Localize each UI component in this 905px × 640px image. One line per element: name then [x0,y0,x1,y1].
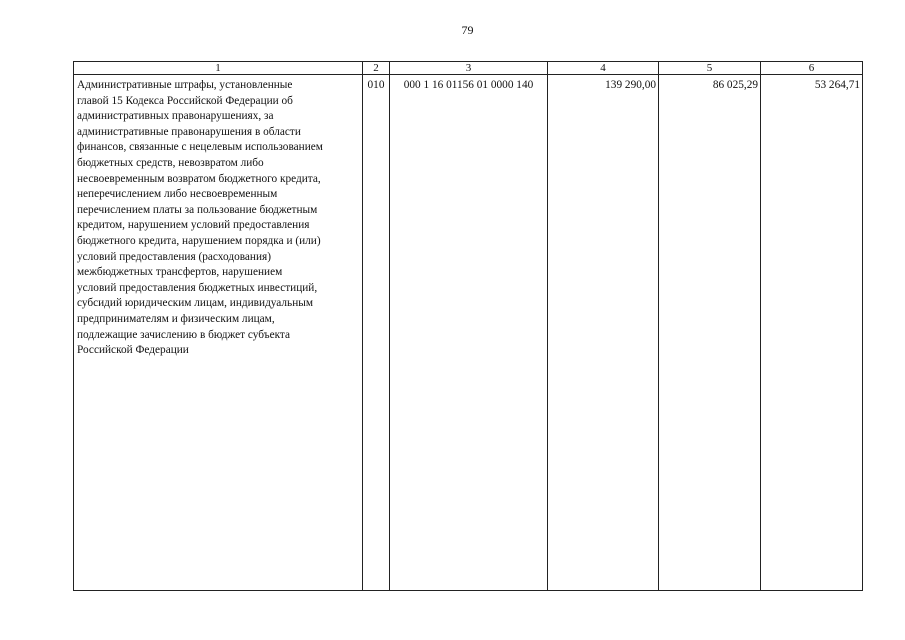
admin-code-cell: 010 [363,75,390,591]
description-line: подлежащие зачислению в бюджет субъекта [77,328,291,341]
description-line: административных правонарушениях, за [77,110,274,123]
value-col4-cell: 139 290,00 [548,75,659,591]
description-line: условий предоставления (расходования) [77,250,271,263]
description-line: бюджетных средств, невозвратом либо [77,156,264,169]
value-col6-cell: 53 264,71 [761,75,863,591]
description-line: Российской Федерации [77,344,189,357]
description-line: кредитом, нарушением условий предоставления [77,219,310,232]
value-col5-cell: 86 025,29 [659,75,761,591]
column-header-6: 6 [761,62,863,75]
description-line: неперечислением либо несвоевременным [77,188,278,201]
header-row [74,62,863,75]
description-line: финансов, связанные с нецелевым использованием [77,141,323,154]
description-line: условий предоставления бюджетных инвестиций, [77,281,318,294]
column-header-4: 4 [548,62,659,75]
column-header-2: 2 [363,62,390,75]
description-cell [74,75,363,591]
description-line: предпринимателям и физическим лицам, [77,312,275,325]
column-header-5: 5 [659,62,761,75]
description-line: субсидий юридическим лицам, индивидуальным [77,297,313,310]
description-line: несвоевременным возвратом бюджетного кредита, [77,172,321,185]
description-line: Административные штрафы, установленные [77,79,293,91]
budget-table [73,61,863,591]
budget-code-cell: 000 1 16 01156 01 0000 140 [390,75,548,591]
description-line: перечислением платы за пользование бюджетным [77,203,318,216]
description-line: главой 15 Кодекса Российской Федерации об [77,94,293,107]
description-line: административные правонарушения в области [77,125,301,138]
page-number: 79 [461,23,474,37]
description-line: бюджетного кредита, нарушением порядка и (или) [77,234,321,247]
description-line: межбюджетных трансфертов, нарушением [77,266,283,279]
column-header-1: 1 [74,62,363,75]
table-row [74,75,863,591]
column-header-3: 3 [390,62,548,75]
